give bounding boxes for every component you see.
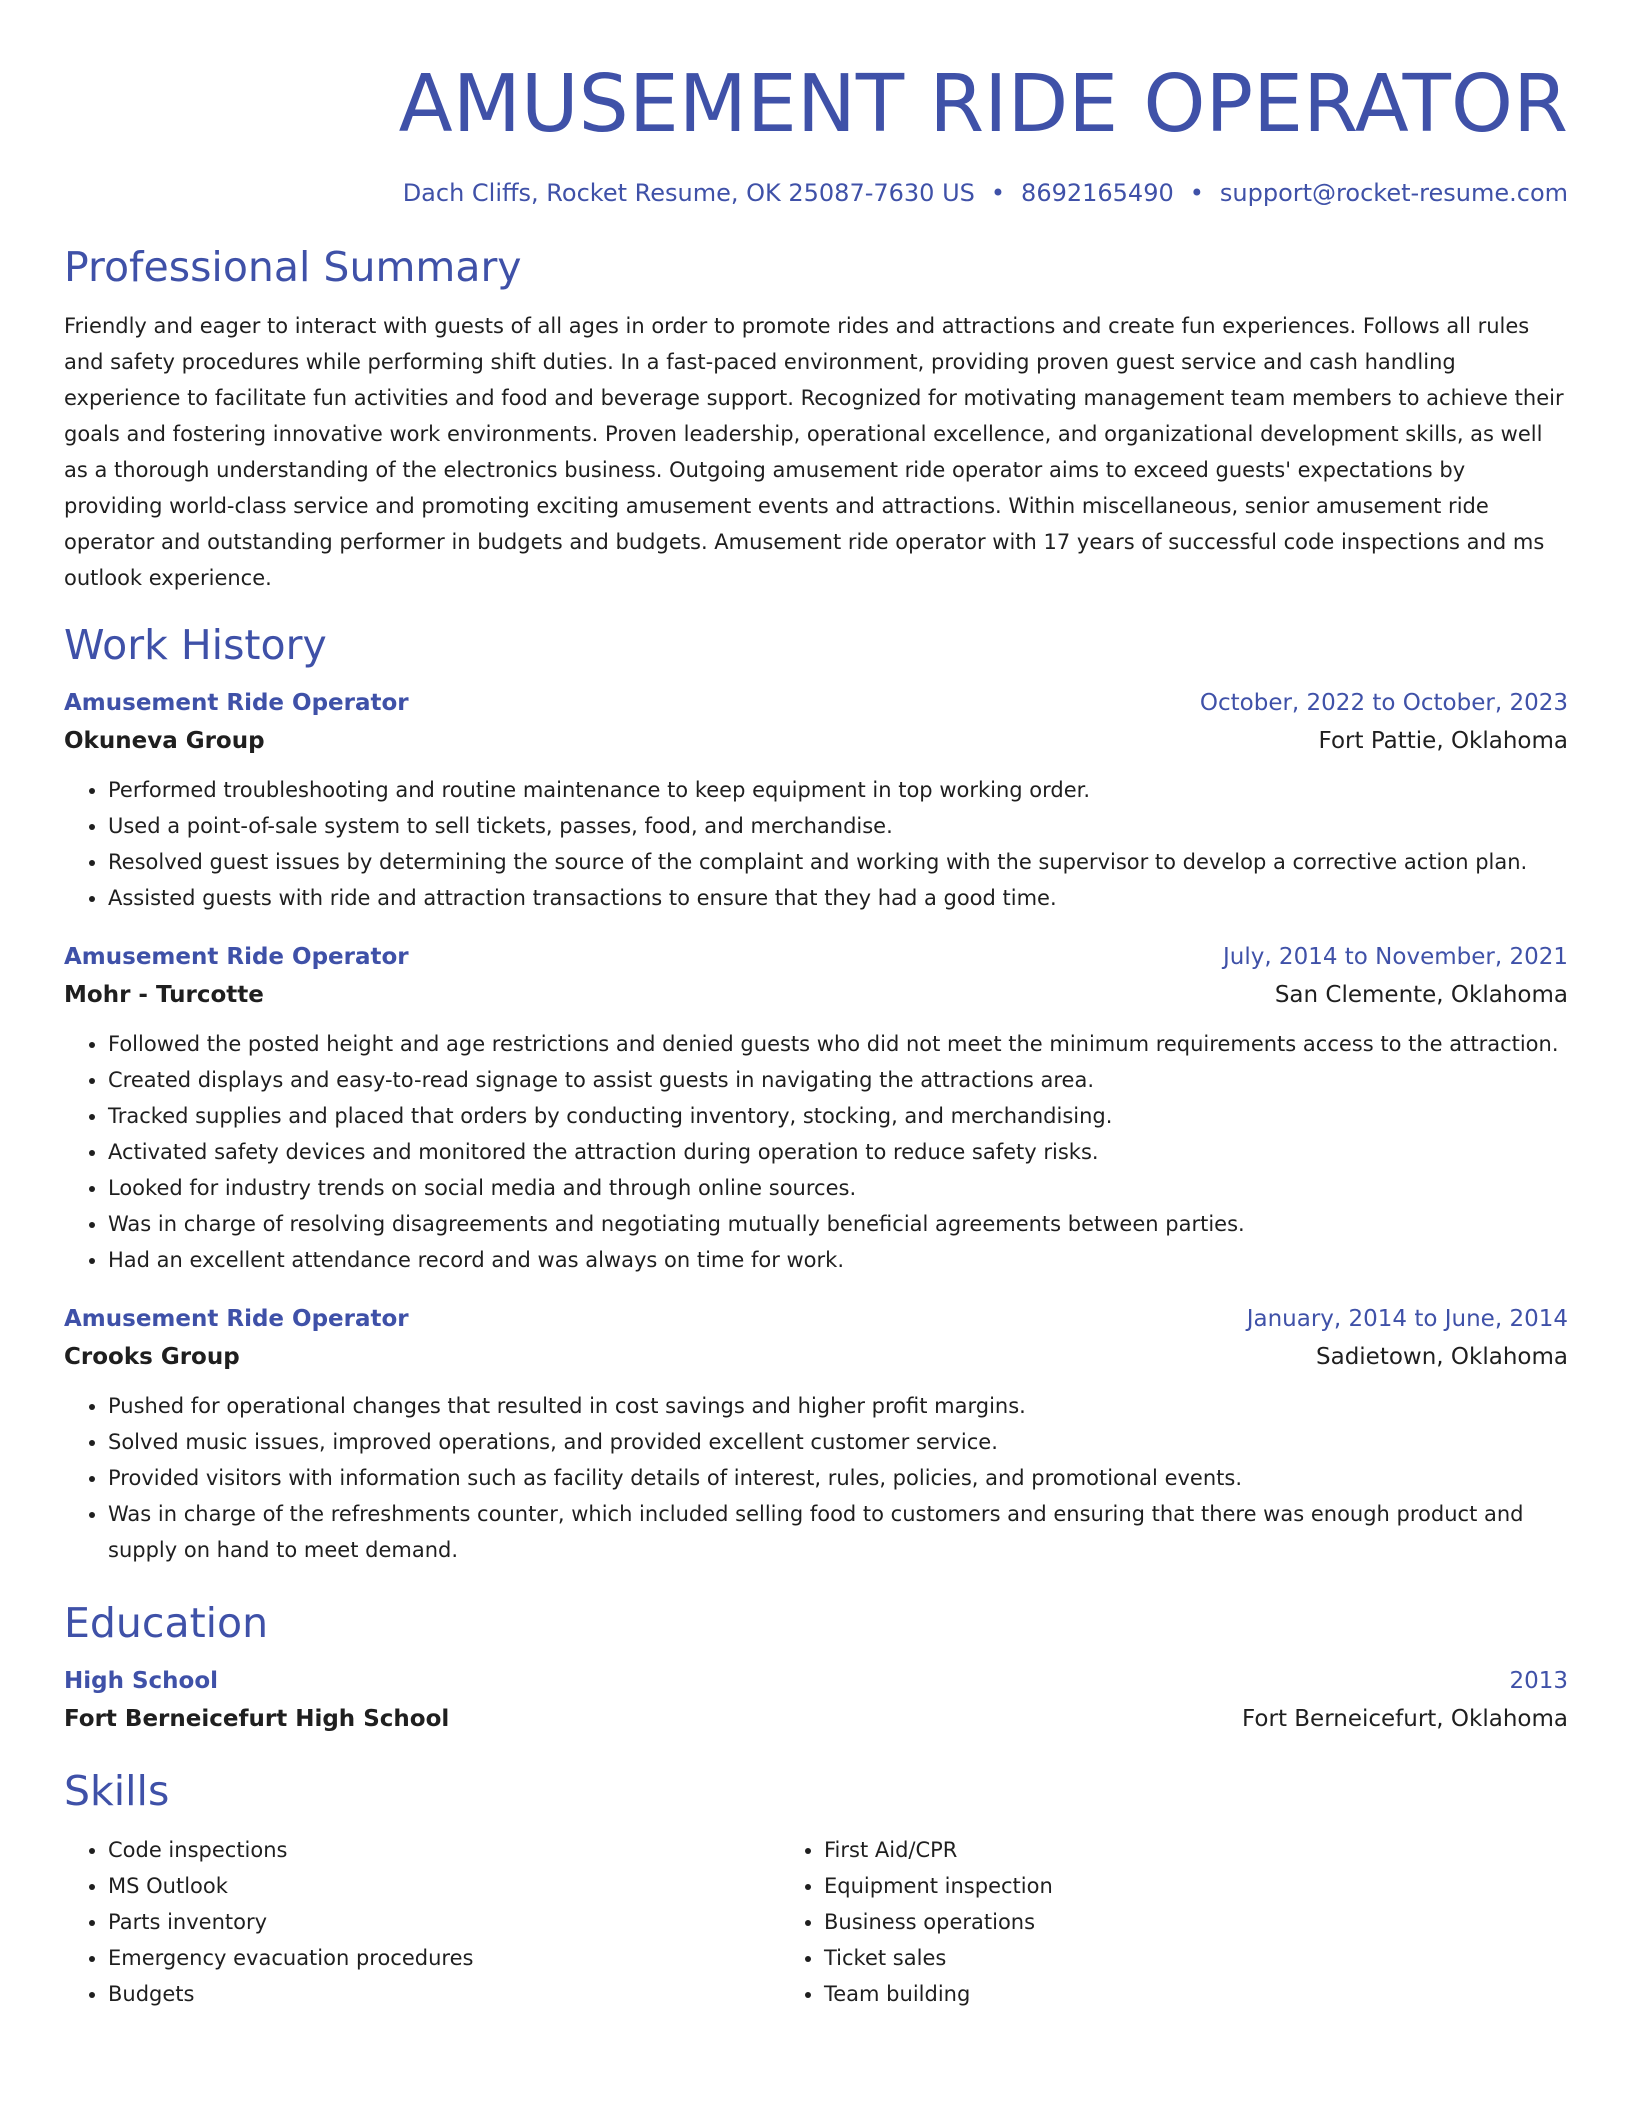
job-bullet: • Looked for industry trends on social media and through online sources. [108,1170,1568,1206]
education-entry [64,1662,1568,1738]
job-bullets [64,772,1568,916]
job-bullets [64,1026,1568,1278]
contact-phone: 8692165490 [1021,179,1174,207]
skill-item: • Equipment inspection [824,1868,1480,1904]
job-dates: July, 2014 to November, 2021 [1222,944,1568,970]
job-bullet: • Was in charge of the refreshments counter, which included selling food to customers and ensuring that there was enough product and supply on hand to meet demand. [108,1496,1568,1568]
job-bullet: • Followed the posted height and age restrictions and denied guests who did not meet the minimum requirements access to the attraction. [108,1026,1568,1062]
contact-email: support@rocket-resume.com [1219,179,1568,207]
contact-separator: • [990,179,1006,207]
job-bullet: • Used a point-of-sale system to sell tickets, passes, food, and merchandise. [108,808,1568,844]
job-company: Crooks Group [64,1344,240,1370]
job-entry [64,684,1568,916]
skills-heading: Skills [64,1767,170,1815]
skill-item: • Team building [824,1976,1480,2012]
education-school: Fort Berneicefurt High School [64,1706,450,1732]
job-bullets [64,1388,1568,1568]
education-location: Fort Berneicefurt, Oklahoma [1242,1706,1568,1732]
skill-item: • Code inspections [108,1832,772,1868]
job-location: Sadietown, Oklahoma [1316,1344,1568,1370]
resume-header [64,0,1568,208]
job-bullet: • Solved music issues, improved operations, and provided excellent customer service. [108,1424,1568,1460]
job-title: Amusement Ride Operator [64,944,409,970]
skill-item: • Ticket sales [824,1940,1480,1976]
education-heading: Education [64,1599,269,1647]
job-entry [64,938,1568,1278]
job-bullet: • Provided visitors with information such as facility details of interest, rules, policies, and promotional events. [108,1460,1568,1496]
work-history-heading: Work History [64,621,327,669]
summary-heading: Professional Summary [64,243,522,291]
education-year: 2013 [1509,1668,1568,1694]
job-dates: October, 2022 to October, 2023 [1199,690,1568,716]
education-degree: High School [64,1668,219,1694]
skills-column-left [64,1832,772,2012]
job-dates: January, 2014 to June, 2014 [1246,1306,1568,1332]
contact-separator: • [1189,179,1204,207]
skills-list [64,1832,1568,2012]
skill-item: • MS Outlook [108,1868,772,1904]
resume-page [64,0,1568,2012]
job-bullet: • Pushed for operational changes that resulted in cost savings and higher profit margins. [108,1388,1568,1424]
job-bullet: • Performed troubleshooting and routine maintenance to keep equipment in top working order. [108,772,1568,808]
contact-address: Dach Cliffs, Rocket Resume, OK 25087-7630 US [402,179,975,207]
skill-item: • First Aid/CPR [824,1832,1480,1868]
job-bullet: • Created displays and easy-to-read signage to assist guests in navigating the attractions area. [108,1062,1568,1098]
job-company: Okuneva Group [64,728,265,754]
job-location: San Clemente, Oklahoma [1274,982,1568,1008]
job-title: Amusement Ride Operator [64,690,409,716]
resume-name: AMUSEMENT RIDE OPERATOR [398,58,1568,150]
job-entry [64,1300,1568,1568]
skills-column-right [772,1832,1480,2012]
job-bullet: • Was in charge of resolving disagreements and negotiating mutually beneficial agreements between parties. [108,1206,1568,1242]
job-bullet: • Tracked supplies and placed that orders by conducting inventory, stocking, and merchandising. [108,1098,1568,1134]
job-title: Amusement Ride Operator [64,1306,409,1332]
skill-item: • Emergency evacuation procedures [108,1940,772,1976]
summary-text: Friendly and eager to interact with guests of all ages in order to promote rides and attractions and create fun experiences. Follows all rules and safety procedures while performing shift duties. In a fast-paced environment, providing proven guest service and cash handling experience to facilitate fun activities and food and beverage support. Recognized for motivating management team members to achieve their goals and fostering innovative work environments. Proven leadership, operational excellence, and organizational development skills, as well as a thorough understanding of the electronics business. Outgoing amusement ride operator aims to exceed guests' expectations by providing world-class service and promoting exciting amusement events and attractions. Within miscellaneous, senior amusement ride operator and outstanding performer in budgets and budgets. Amusement ride operator with 17 years of successful code inspections and ms outlook experience. [64,314,1564,590]
job-bullet: • Assisted guests with ride and attraction transactions to ensure that they had a good time. [108,880,1568,916]
skill-item: • Budgets [108,1976,772,2012]
job-location: Fort Pattie, Oklahoma [1318,728,1568,754]
job-bullet: • Activated safety devices and monitored the attraction during operation to reduce safety risks. [108,1134,1568,1170]
skill-item: • Business operations [824,1904,1480,1940]
job-company: Mohr - Turcotte [64,982,264,1008]
job-bullet: • Resolved guest issues by determining the source of the complaint and working with the supervisor to develop a corrective action plan. [108,844,1568,880]
skill-item: • Parts inventory [108,1904,772,1940]
contact-line [64,178,1568,208]
job-bullet: • Had an excellent attendance record and was always on time for work. [108,1242,1568,1278]
